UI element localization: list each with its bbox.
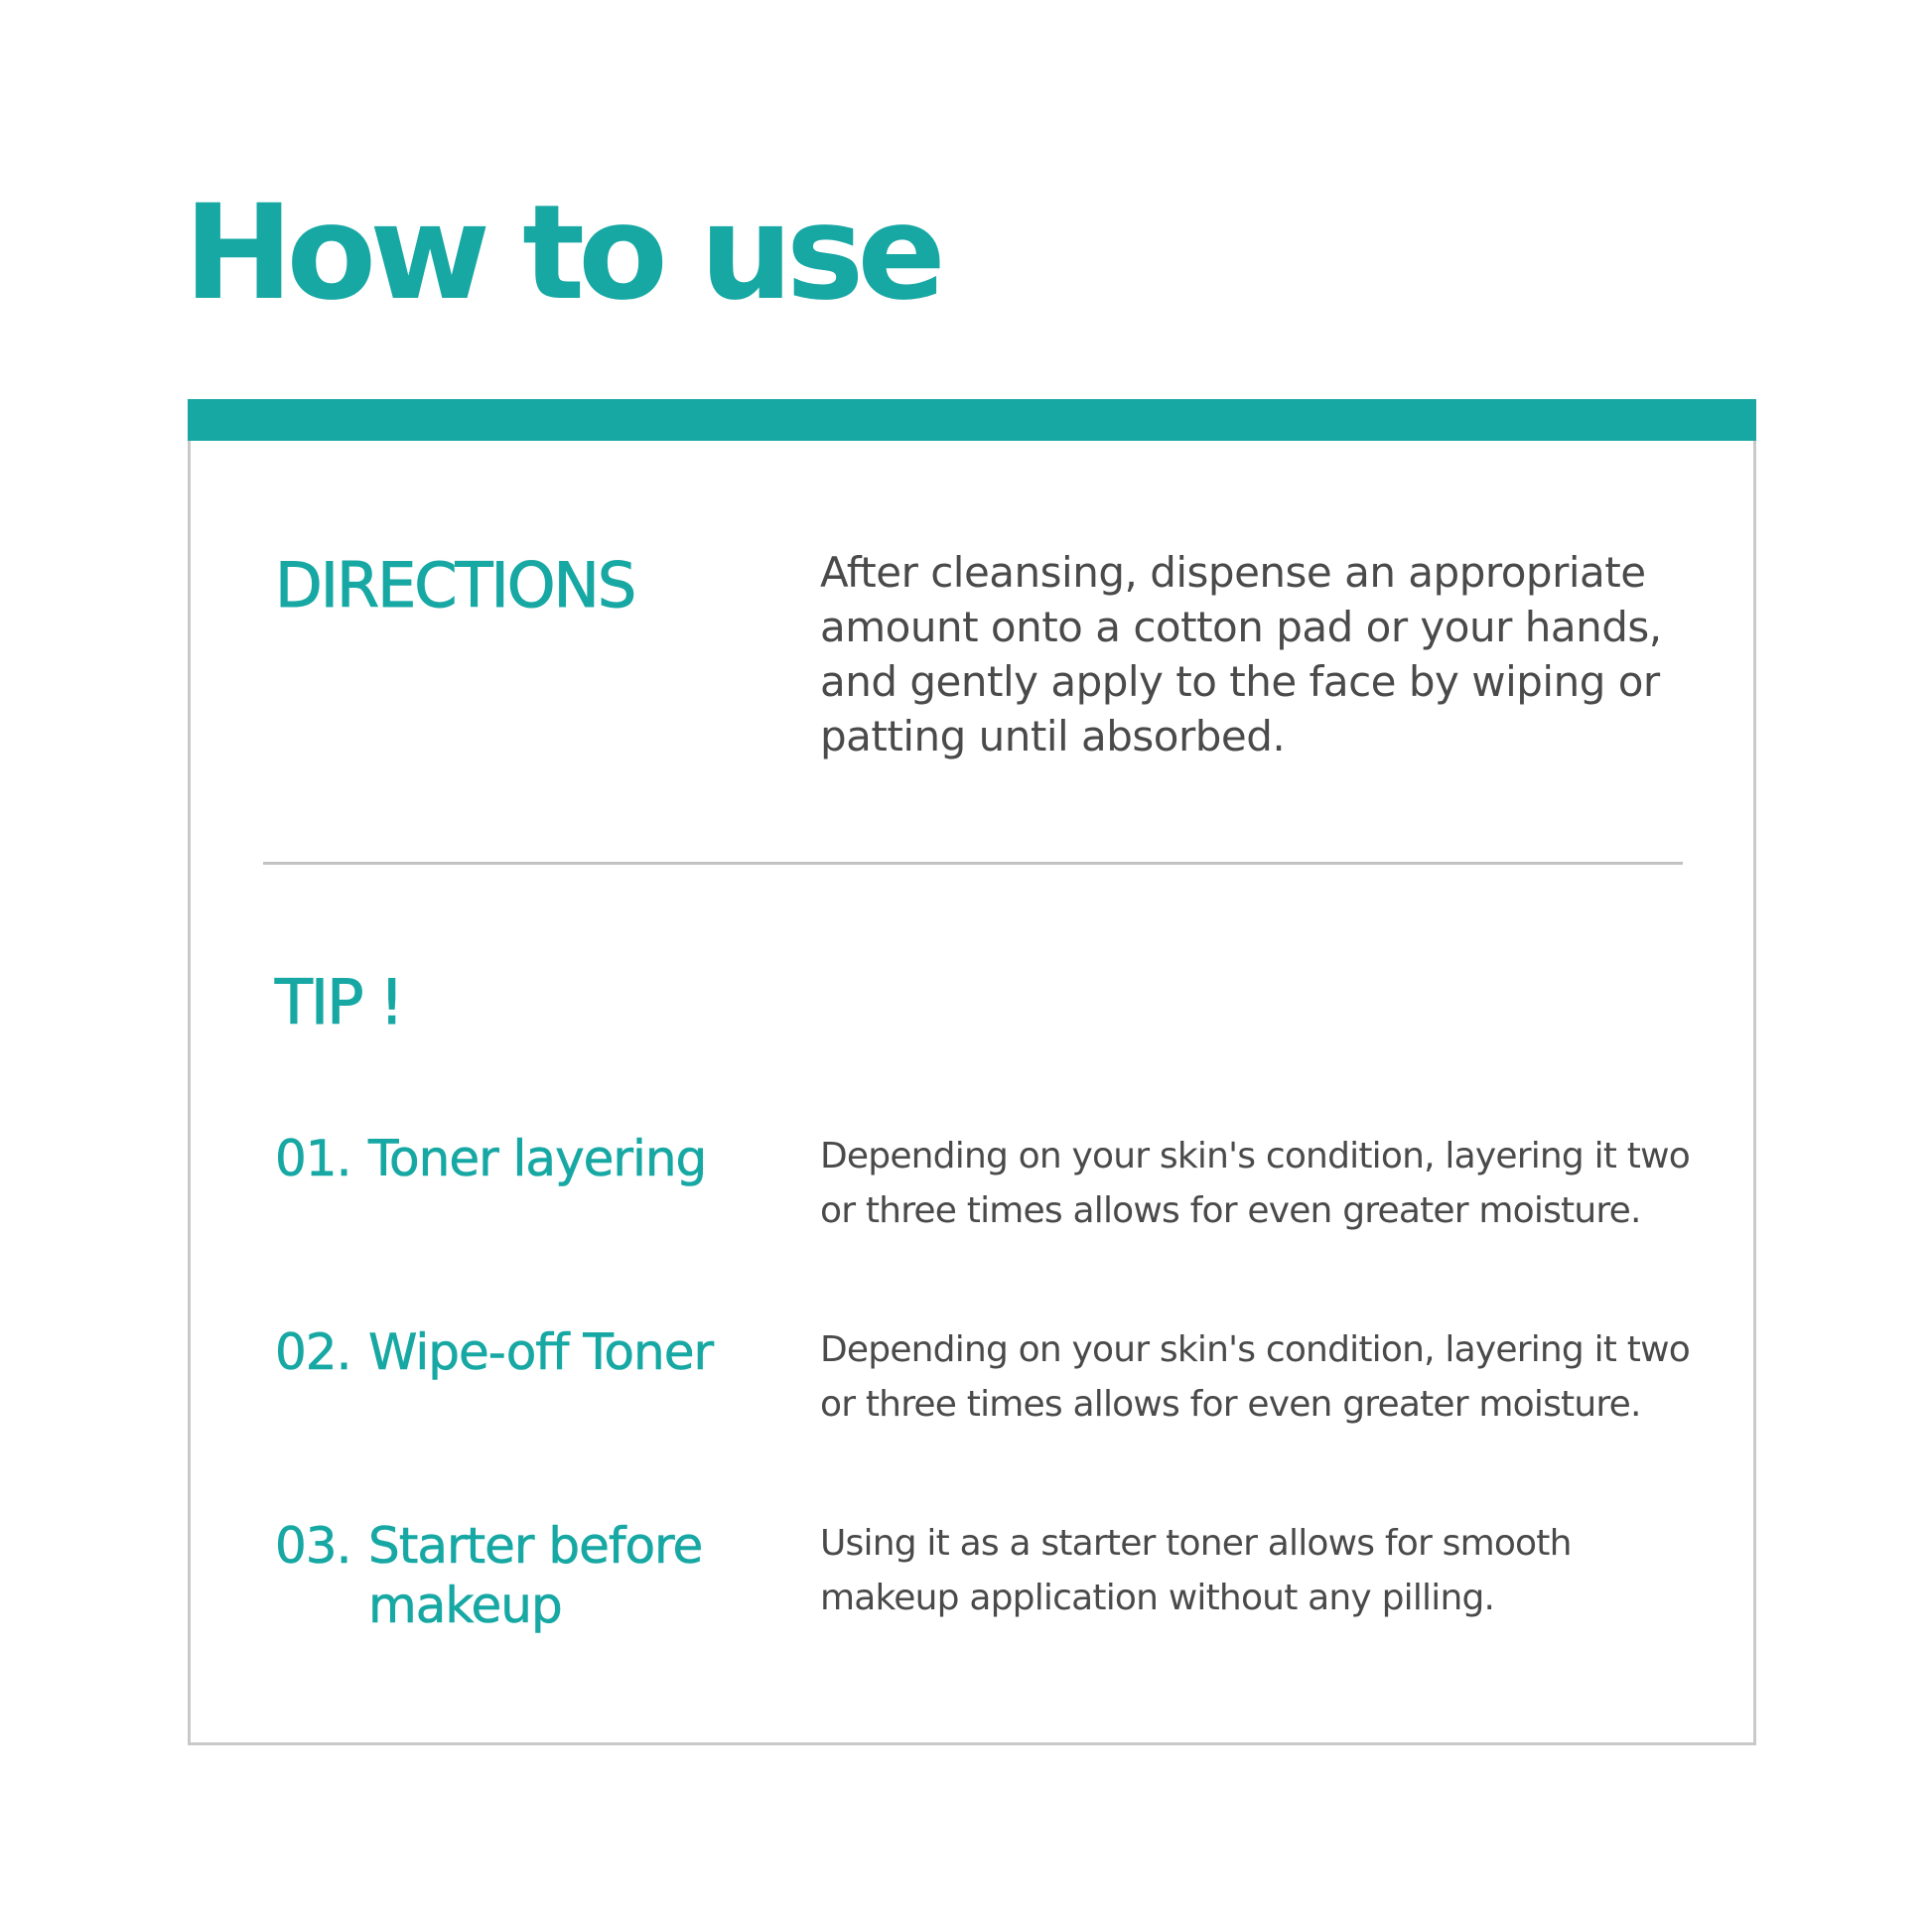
tip-description: Depending on your skin's condition, layering it two or three times allows for even greater moisture. <box>820 1329 1690 1425</box>
how-to-use-panel <box>188 399 1756 1745</box>
directions-text: After cleansing, dispense an appropriate amount onto a cotton pad or your hands, and gently apply to the face by wiping or patting until absorbed. <box>820 548 1662 760</box>
tip-number: 03. <box>275 1517 351 1575</box>
directions-heading: DIRECTIONS <box>275 549 635 621</box>
tip-title: Starter before makeup <box>368 1517 703 1634</box>
page-title: How to use <box>184 177 939 330</box>
tip-title: Wipe-off Toner <box>368 1323 714 1381</box>
tip-heading: TIP ! <box>275 966 403 1038</box>
section-divider <box>263 862 1683 865</box>
tip-title: Toner layering <box>368 1130 707 1187</box>
tip-label <box>275 1322 791 1382</box>
tip-number: 01. <box>275 1130 351 1187</box>
tip-label <box>275 1129 791 1188</box>
tip-number: 02. <box>275 1323 351 1381</box>
tip-label <box>275 1516 791 1635</box>
tip-description: Depending on your skin's condition, layering it two or three times allows for even greater moisture. <box>820 1136 1690 1231</box>
panel-accent-bar <box>188 399 1756 441</box>
tip-description: Using it as a starter toner allows for smooth makeup application without any pilling. <box>820 1523 1572 1618</box>
